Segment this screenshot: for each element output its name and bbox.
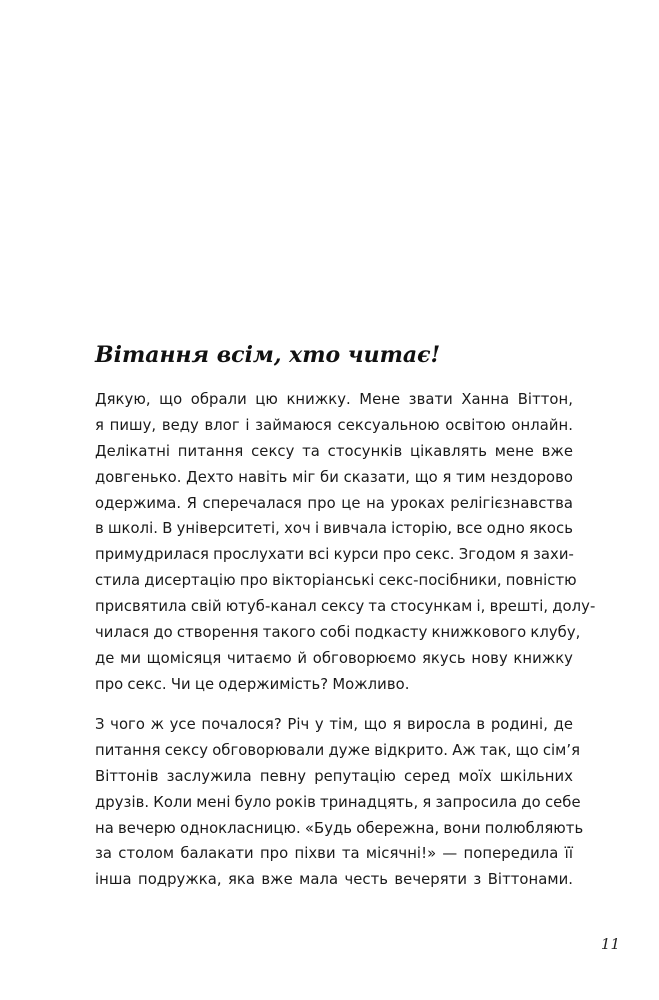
section-heading: Вітання всім, хто читає! xyxy=(95,342,441,368)
text-line: в школі. В університеті, хоч і вивчала історію, все одно якось xyxy=(95,520,573,538)
text-line: я пишу, веду влог і займаюся сексуальною освітою онлайн. xyxy=(95,416,573,434)
page-number: 11 xyxy=(600,935,620,953)
paragraph-2 xyxy=(95,712,584,893)
text-line: довгенько. Дехто навіть міг би сказати, що я тим нездорово xyxy=(95,468,573,486)
text-line: питання сексу обговорювали дуже відкрито. Аж так, що сім’я xyxy=(95,741,581,759)
text-line: присвятила свій ютуб-канал сексу та стосункам і, врешті, долу- xyxy=(95,598,596,616)
text-line: стила дисертацію про вікторіанські секс-посібники, повністю xyxy=(95,572,577,590)
text-line: за столом балакати про піхви та місячні!» — попередила її xyxy=(95,845,573,863)
text-line: друзів. Коли мені було років тринадцять, я запросила до себе xyxy=(95,793,581,811)
text-line: Дякую, що обрали цю книжку. Мене звати Ханна Віттон, xyxy=(95,391,573,408)
text-line: примудрилася прослухати всі курси про секс. Згодом я захи- xyxy=(95,546,574,564)
paragraph-1 xyxy=(95,387,596,698)
text-line: де ми щомісяця читаємо й обговорюємо якусь нову книжку xyxy=(95,649,573,667)
text-line: Віттонів заслужила певну репутацію серед моїх шкільних xyxy=(95,767,573,785)
text-line: одержима. Я сперечалася про це на уроках релігієзнавства xyxy=(95,494,573,512)
text-line: чилася до створення такого собі подкасту книжкового клубу, xyxy=(95,624,581,642)
text-line: інша подружка, яка вже мала честь вечеряти з Віттонами. xyxy=(95,871,573,889)
text-line: на вечерю однокласницю. «Будь обережна, вони полюбляють xyxy=(95,819,584,837)
text-line: З чого ж усе почалося? Річ у тім, що я виросла в родині, де xyxy=(95,716,573,733)
text-line: Делікатні питання сексу та стосунків цікавлять мене вже xyxy=(95,442,573,460)
text-line: про секс. Чи це одержимість? Можливо. xyxy=(95,675,410,693)
